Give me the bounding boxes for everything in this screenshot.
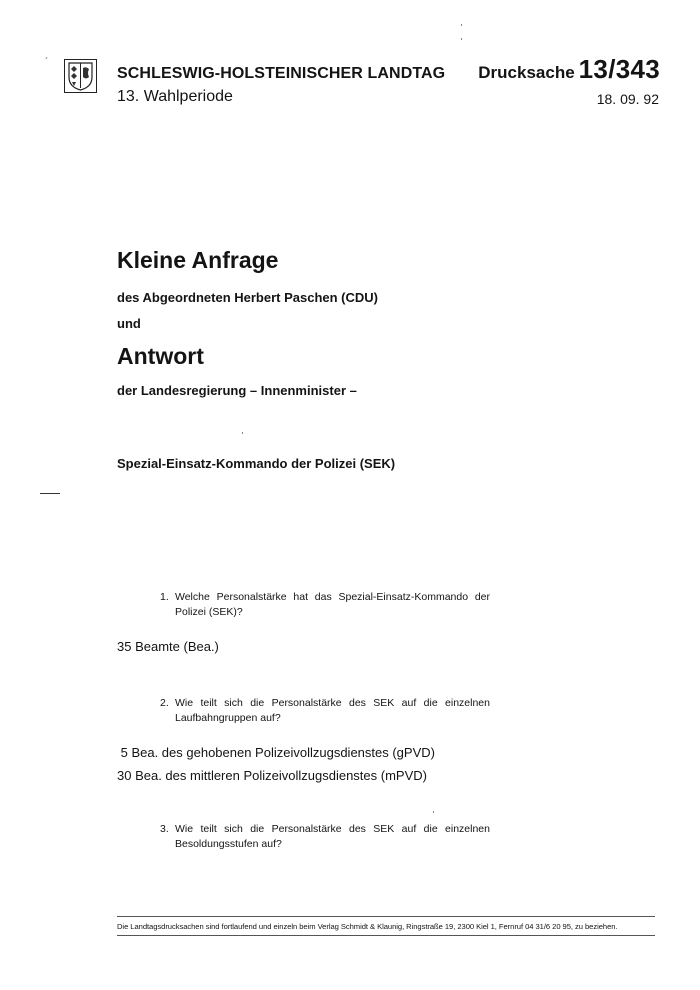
question-number: 3.: [160, 823, 169, 835]
scan-speck: [433, 811, 434, 813]
answer-2-line-1: 5 Bea. des gehobenen Polizeivollzugsdienstes (gPVD): [117, 745, 435, 760]
question-2: [160, 696, 490, 726]
question-text: Wie teilt sich die Personalstärke des SEK auf die einzelnen Besoldungsstufen auf?: [175, 823, 490, 850]
drucksache-label: Drucksache: [478, 63, 575, 82]
responder-line: der Landesregierung – Innenminister –: [117, 383, 357, 398]
drucksache-value: 13/343: [578, 54, 660, 84]
footer-note: Die Landtagsdrucksachen sind fortlaufend und einzeln beim Verlag Schmidt & Klaunig, Ringstraße 19, 2300 Kiel 1, Fernruf 04 31/6 20 95, zu beziehen.: [117, 922, 618, 931]
heading-kleine-anfrage: Kleine Anfrage: [117, 247, 279, 273]
scan-speck: [45, 57, 47, 59]
scan-speck: [242, 432, 243, 434]
question-number: 1.: [160, 591, 169, 603]
question-text: Wie teilt sich die Personalstärke des SEK auf die einzelnen Laufbahngruppen auf?: [175, 697, 490, 724]
scan-speck: [461, 38, 462, 40]
question-3: [160, 822, 490, 852]
answer-2-line-2: 30 Bea. des mittleren Polizeivollzugsdienstes (mPVD): [117, 768, 427, 783]
margin-mark: [40, 493, 60, 494]
question-number: 2.: [160, 697, 169, 709]
footer-rule-bottom: [117, 935, 655, 936]
scan-speck: [461, 24, 462, 26]
drucksache-number: [478, 54, 660, 85]
document-date: 18. 09. 92: [596, 91, 659, 107]
question-1: [160, 590, 490, 620]
heading-antwort: Antwort: [117, 343, 204, 369]
question-text: Welche Personalstärke hat das Spezial-Einsatz-Kommando der Polizei (SEK)?: [175, 591, 490, 618]
und-line: und: [117, 316, 141, 331]
author-line: des Abgeordneten Herbert Paschen (CDU): [117, 290, 379, 305]
wahlperiode: 13. Wahlperiode: [117, 88, 233, 105]
subject-line: Spezial-Einsatz-Kommando der Polizei (SEK): [117, 456, 396, 471]
coat-of-arms-icon: [64, 59, 97, 93]
landtag-title: SCHLESWIG-HOLSTEINISCHER LANDTAG: [117, 65, 446, 82]
footer-rule-top: [117, 916, 655, 917]
answer-1: 35 Beamte (Bea.): [117, 639, 219, 654]
